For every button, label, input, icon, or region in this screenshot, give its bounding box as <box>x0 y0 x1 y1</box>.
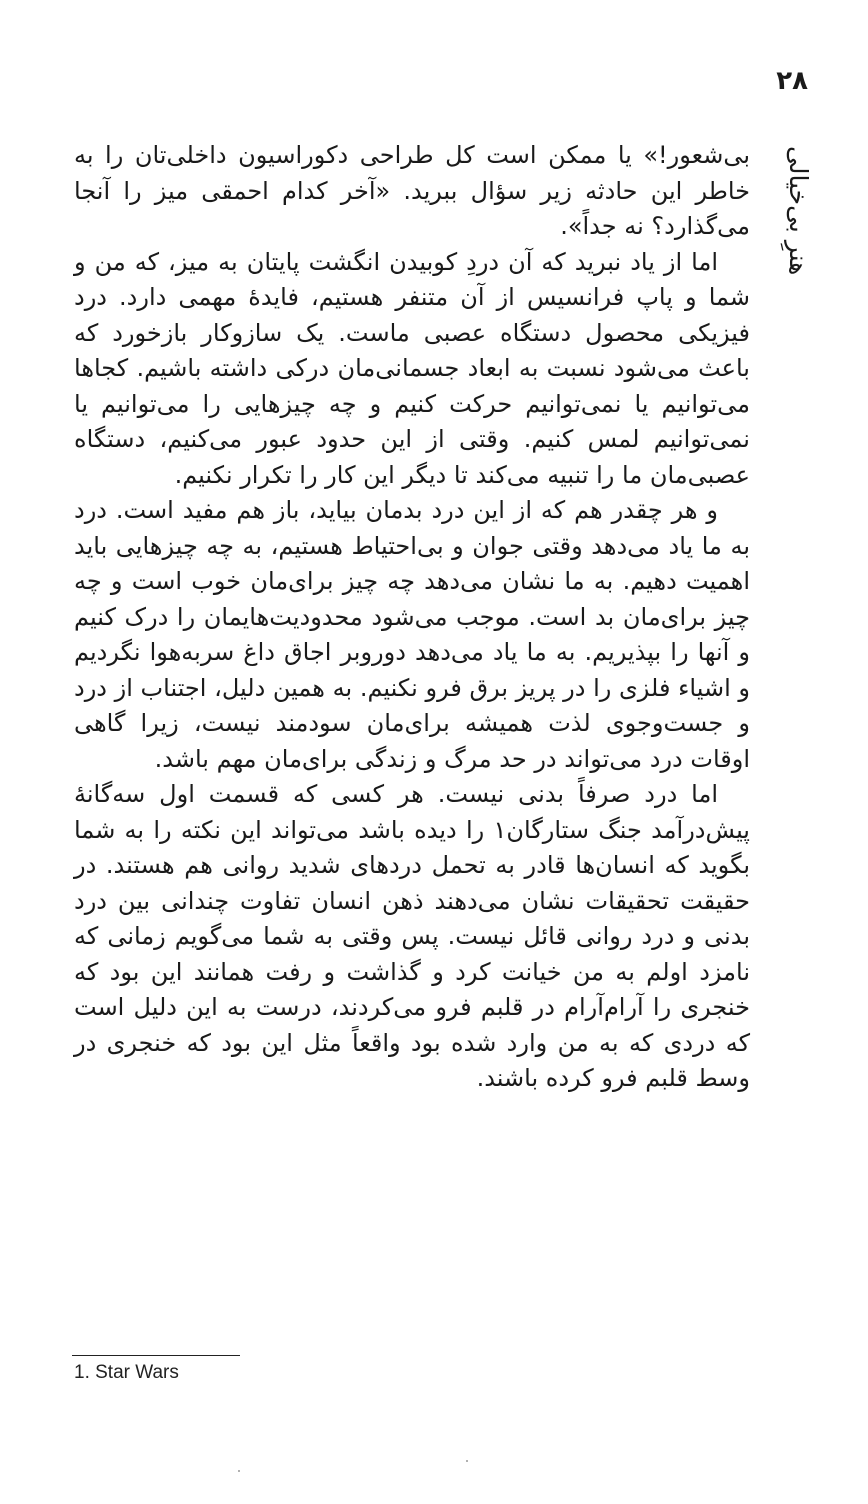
paper-speck <box>238 1470 240 1472</box>
footnote: 1. Star Wars <box>74 1362 179 1383</box>
paragraph-3: و هر چقدر هم که از این درد بدمان بیاید، باز هم مفید است. درد به ما یاد می‌دهد وقتی جوان و بی‌احتیاط هستیم، به چه چیزهایی باید اهمیت دهیم. به ما نشان می‌دهد چه چیز برای‌مان خوب است و چه چیز برای‌مان بد است. موجب می‌شود محدودیت‌هایمان را درک کنیم و آنها را بپذیریم. به ما یاد می‌دهد دوروبر اجاق داغ سربه‌هوا نگردیم و اشیاء فلزی را در پریز برق فرو نکنیم. به همین دلیل، اجتناب از درد و جست‌وجوی لذت همیشه برای‌مان سودمند نیست، زیرا گاهی اوقات درد می‌تواند در حد مرگ و زندگی برای‌مان مهم باشد. <box>74 496 750 773</box>
side-running-title: هنرِ بی‌خیالی <box>784 146 813 276</box>
page-number: ۲۸ <box>776 66 808 96</box>
paragraph-2: اما از یاد نبرید که آن دردِ کوبیدن انگشت پایتان به میز، که من و شما و پاپ فرانسیس از آن متنفر هستیم، فایدهٔ مهمی دارد. درد فیزیکی محصول دستگاه عصبی ماست. یک سازوکار بازخورد که باعث می‌شود نسبت به ابعاد جسمانی‌مان درکی داشته باشیم. کجاها می‌توانیم یا نمی‌توانیم حرکت کنیم و چه چیزهایی را می‌توانیم یا نمی‌توانیم لمس کنیم. وقتی از این حدود عبور می‌کنیم، دستگاه عصبی‌مان ما را تنبیه می‌کند تا دیگر این کار را تکرار نکنیم. <box>74 247 750 489</box>
paragraph-4: اما درد صرفاً بدنی نیست. هر کسی که قسمت اول سه‌گانهٔ پیش‌درآمد جنگ ستارگان۱ را دیده باشد می‌تواند این نکته را به شما بگوید که انسان‌ها قادر به تحمل دردهای شدید روانی هم هستند. در حقیقت تحقیقات نشان می‌دهند ذهن انسان تفاوت چندانی بین درد بدنی و درد روانی قائل نیست. پس وقتی به شما می‌گویم زمانی که نامزد اولم به من خیانت کرد و گذاشت و رفت همانند این بود که خنجری را آرام‌آرام در قلبم فرو می‌کردند، درست به این دلیل است که دردی که به من وارد شده بود واقعاً مثل این بود که خنجری در وسط قلبم فرو کرده باشند. <box>74 780 750 1093</box>
footnote-divider <box>72 1355 240 1356</box>
body-text <box>74 138 750 1097</box>
paragraph-1: بی‌شعور!» یا ممکن است کل طراحی دکوراسیون داخلی‌تان را به خاطر این حادثه زیر سؤال ببرید. «آخر کدام احمقی میز را آنجا می‌گذارد؟ نه جداً». <box>74 141 750 241</box>
paper-speck <box>466 1460 468 1462</box>
